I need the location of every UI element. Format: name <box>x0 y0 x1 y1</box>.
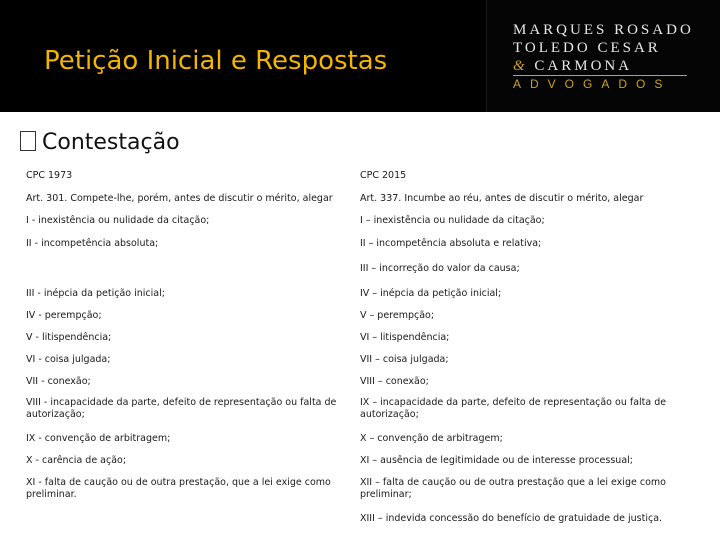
table-cell-right: VIII – conexão; <box>360 376 429 387</box>
table-cell-left: IX - convenção de arbitragem; <box>26 433 171 444</box>
table-cell-right: III – incorreção do valor da causa; <box>360 263 520 274</box>
section-title: Contestação <box>42 130 180 155</box>
table-cell-left: X - carência de ação; <box>26 455 127 466</box>
table-cell-left: XI - falta de caução ou de outra prestação, que a lei exige como preliminar. <box>26 477 331 500</box>
table-cell-right: V – perempção; <box>360 310 435 321</box>
table-cell-right: Art. 337. Incumbe ao réu, antes de discutir o mérito, alegar <box>360 193 644 204</box>
table-cell-left: VI - coisa julgada; <box>26 354 111 365</box>
table-cell-left: VII - conexão; <box>26 376 91 387</box>
logo-line-2: TOLEDO CESAR <box>513 40 661 56</box>
table-cell-right: XIII – indevida concessão do benefício de gratuidade de justiça. <box>360 513 663 524</box>
header-bar <box>0 0 720 112</box>
table-cell-right: IV – inépcia da petição inicial; <box>360 288 502 299</box>
square-bullet-icon <box>20 131 36 151</box>
table-cell-left: I - inexistência ou nulidade da citação; <box>26 215 210 226</box>
logo-line-1: MARQUES ROSADO <box>513 22 694 38</box>
table-cell-right: VI – litispendência; <box>360 332 450 343</box>
table-cell-right: I – inexistência ou nulidade da citação; <box>360 215 545 226</box>
table-cell-right: II – incompetência absoluta e relativa; <box>360 238 542 249</box>
table-cell-left: Art. 301. Compete-lhe, porém, antes de discutir o mérito, alegar <box>26 193 333 204</box>
table-cell-right: XII – falta de caução ou de outra prestação que a lei exige como preliminar; <box>360 477 666 500</box>
logo-ampersand: & <box>513 58 528 74</box>
table-cell-right: X – convenção de arbitragem; <box>360 433 503 444</box>
logo-divider <box>513 75 687 76</box>
logo-line-4: ADVOGADOS <box>513 77 672 91</box>
firm-logo <box>486 0 720 112</box>
logo-line-3-text: CARMONA <box>534 58 633 74</box>
page-title: Petição Inicial e Respostas <box>44 46 388 76</box>
logo-line-3 <box>513 58 683 75</box>
table-cell-left: V - litispendência; <box>26 332 112 343</box>
table-cell-right: IX – incapacidade da parte, defeito de representação ou falta de autorização; <box>360 397 667 420</box>
section-heading <box>20 130 180 155</box>
column-header-cpc2015: CPC 2015 <box>360 170 407 181</box>
table-cell-left: VIII - incapacidade da parte, defeito de representação ou falta de autorização; <box>26 397 337 420</box>
table-cell-right: VII – coisa julgada; <box>360 354 449 365</box>
table-cell-left: III - inépcia da petição inicial; <box>26 288 165 299</box>
table-cell-left: II - incompetência absoluta; <box>26 238 159 249</box>
table-cell-right: XI – ausência de legitimidade ou de interesse processual; <box>360 455 633 466</box>
table-cell-left: IV - perempção; <box>26 310 102 321</box>
column-header-cpc1973: CPC 1973 <box>26 170 73 181</box>
